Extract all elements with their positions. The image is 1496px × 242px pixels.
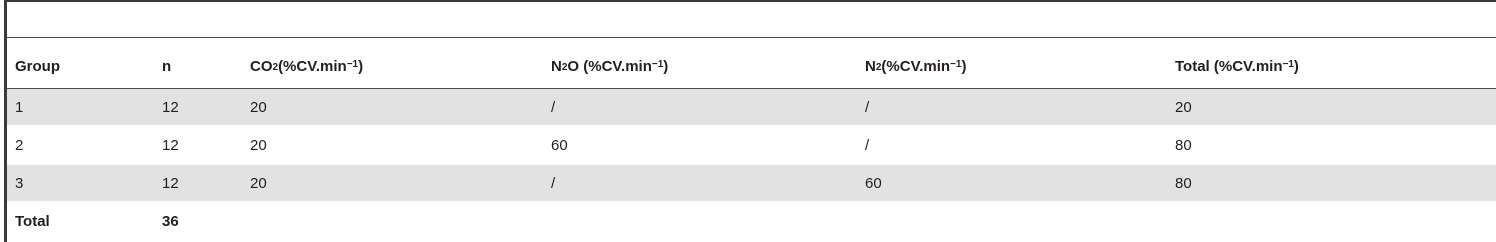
header-n: n (162, 57, 172, 75)
cell-n2o: / (551, 174, 556, 192)
header-n2: N $_2$ (%CV.min $^{-1}$ ) (865, 57, 967, 75)
cell-total: 20 (1175, 98, 1192, 116)
cell-group: 1 (15, 98, 24, 116)
cell-n2o: 60 (551, 136, 568, 154)
table-row (7, 89, 1496, 125)
cell-co2: 20 (250, 136, 267, 154)
table-row (7, 127, 1496, 163)
table-header-row (7, 48, 1496, 84)
cell-group: 3 (15, 174, 24, 192)
cell-n2: / (865, 136, 870, 154)
footer-total-label: Total (15, 212, 50, 230)
footer-total-n: 36 (162, 212, 179, 230)
cell-n: 12 (162, 174, 179, 192)
table-footer-row (7, 203, 1496, 239)
cell-n2: / (865, 98, 870, 116)
table-row (7, 165, 1496, 201)
header-group: Group (15, 57, 60, 75)
cell-group: 2 (15, 136, 24, 154)
cell-total: 80 (1175, 136, 1192, 154)
header-n2o: N $_2$ O (%CV.min $^{-1}$ ) (551, 57, 669, 75)
header-total: Total (%CV.min $^{-1}$ ) (1175, 57, 1299, 75)
top-rule (7, 0, 1496, 2)
cell-total: 80 (1175, 174, 1192, 192)
cell-co2: 20 (250, 98, 267, 116)
header-rule (7, 37, 1496, 38)
cell-n: 12 (162, 136, 179, 154)
cell-n2: 60 (865, 174, 882, 192)
cell-n: 12 (162, 98, 179, 116)
header-co2: CO $_2$ (%CV.min $^{-1}$ ) (250, 57, 364, 75)
cell-co2: 20 (250, 174, 267, 192)
cell-n2o: / (551, 98, 556, 116)
